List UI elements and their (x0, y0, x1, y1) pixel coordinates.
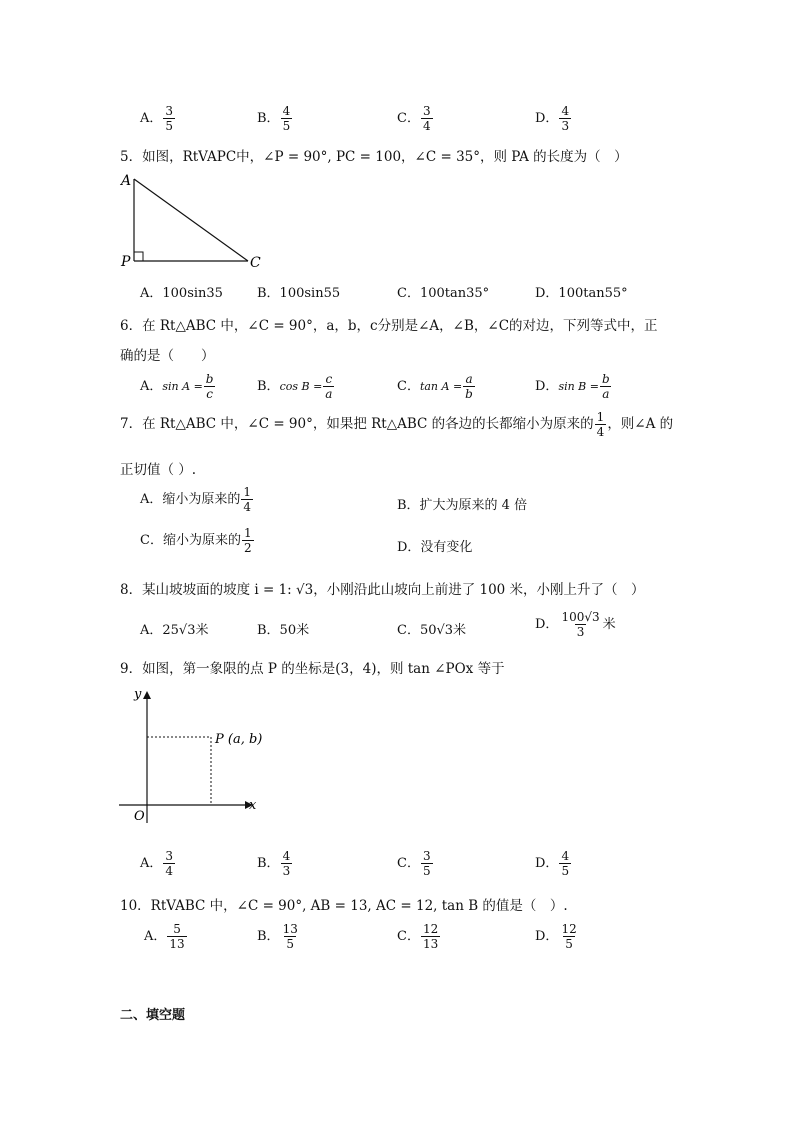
q9-option-d: D． $\frac{4}{5}$ (535, 849, 570, 878)
fraction: $\frac{b}{c}$ (205, 372, 214, 401)
label-o: O (134, 809, 145, 824)
q6-option-c: C．tan A = $\frac{a}{b}$ (397, 372, 473, 401)
q7-stem-line2: 正切值（ ）. (120, 462, 197, 478)
fraction: $\frac{3}{5}$ (165, 104, 174, 133)
side-ac (134, 179, 248, 261)
q9-stem: 9．如图，第一象限的点 P 的坐标是(3，4)，则 tan ∠POx 等于 (120, 661, 505, 677)
q8-stem: 8．某山坡坡面的坡度 i = 1: √3，小刚沿此山坡向上前进了 100 米，小刚上升了（ ） (120, 582, 645, 598)
label-p: P (a, b) (215, 732, 263, 747)
q10-option-a: A． $\frac{5}{13}$ (144, 922, 185, 951)
q6-option-a: A．sin A = $\frac{b}{c}$ (140, 372, 214, 401)
fraction: $\frac{4}{5}$ (561, 849, 570, 878)
fraction: $\frac{1}{4}$ (243, 485, 252, 514)
fraction: $\frac{4}{5}$ (282, 104, 291, 133)
option-letter: C． (397, 111, 420, 126)
label-y: y (134, 687, 142, 702)
fraction: $\frac{12}{13}$ (422, 922, 439, 951)
fraction: $\frac{3}{4}$ (165, 849, 174, 878)
q9-coordinate-figure (115, 685, 275, 825)
fraction: $\frac{1}{2}$ (243, 526, 252, 555)
q5-option-c: C．100tan35° (397, 286, 490, 301)
q5-stem: 5．如图，RtVAPC中，∠P = 90°, PC = 100，∠C = 35°，则 PA 的长度为（ ） (120, 149, 628, 165)
fraction: $\frac{c}{a}$ (325, 372, 333, 401)
q5-triangle-figure (118, 170, 278, 270)
q10-option-b: B． $\frac{13}{5}$ (257, 922, 298, 951)
fraction: $\frac{a}{b}$ (465, 372, 473, 401)
q10-option-d: D． $\frac{12}{5}$ (535, 922, 577, 951)
q6-stem-line1: 6．在 Rt△ABC 中，∠C = 90°，a，b，c分别是∠A，∠B，∠C的对边，下列等式中，正 (120, 318, 658, 334)
fraction: $\frac{3}{5}$ (422, 849, 431, 878)
fraction: $\frac{13}{5}$ (282, 922, 298, 951)
q7-option-b: B．扩大为原来的 4 倍 (397, 498, 528, 513)
q9-option-b: B． $\frac{4}{3}$ (257, 849, 291, 878)
q8-option-c: C．50√3米 (397, 623, 467, 638)
fraction: $\frac{4}{3}$ (282, 849, 291, 878)
option-letter: D． (535, 111, 559, 126)
q4-option-d (535, 104, 572, 133)
fraction: $\frac{100√3}{3}$ (561, 610, 600, 639)
q8-option-d: D． $\frac{100√3}{3}$ 米 (535, 610, 616, 639)
fraction: $\frac{12}{5}$ (561, 922, 577, 951)
fraction: $\frac{5}{13}$ (169, 922, 185, 951)
q6-stem-line2: 确的是（ ） (120, 348, 215, 364)
label-a: A (121, 173, 132, 189)
q4-option-b (257, 104, 293, 133)
q7-option-d: D．没有变化 (397, 540, 473, 555)
q8-option-a: A．25√3米 (140, 623, 209, 638)
q10-option-c: C． $\frac{12}{13}$ (397, 922, 439, 951)
fraction: $\frac{3}{4}$ (422, 104, 431, 133)
label-c: C (250, 255, 261, 270)
q9-option-c: C． $\frac{3}{5}$ (397, 849, 431, 878)
label-x: x (249, 798, 257, 813)
q6-option-d: D．sin B = $\frac{b}{a}$ (535, 372, 610, 401)
q7-stem-line1: 7．在 Rt△ABC 中，∠C = 90°，如果把 Rt△ABC 的各边的长都缩小为原来的 $\frac{1}{4}$ ，则∠A 的 (120, 410, 674, 439)
q5-option-d: D．100tan55° (535, 286, 628, 301)
q5-option-a: A．100sin35 (140, 286, 223, 301)
q10-stem: 10．RtVABC 中，∠C = 90°, AB = 13, AC = 12, tan B 的值是（ ）. (120, 898, 568, 914)
section-heading-fill-in: 二、填空题 (120, 1008, 186, 1023)
fraction: $\frac{b}{a}$ (601, 372, 610, 401)
q6-option-b: B．cos B = $\frac{c}{a}$ (257, 372, 333, 401)
label-p: P (121, 254, 131, 270)
q5-option-b: B．100sin55 (257, 286, 341, 301)
q4-option-c (397, 104, 434, 133)
q8-option-b: B．50米 (257, 623, 310, 638)
option-letter: B． (257, 111, 280, 126)
option-letter: A． (140, 111, 163, 126)
fraction: $\frac{1}{4}$ (596, 410, 605, 439)
q9-option-a: A． $\frac{3}{4}$ (140, 849, 174, 878)
q7-option-c: C．缩小为原来的 $\frac{1}{2}$ (140, 526, 252, 555)
q7-option-a: A．缩小为原来的 $\frac{1}{4}$ (140, 485, 252, 514)
y-axis-arrow (143, 691, 151, 699)
q4-option-a (140, 104, 176, 133)
fraction: $\frac{4}{3}$ (561, 104, 570, 133)
right-angle-mark (134, 252, 143, 261)
